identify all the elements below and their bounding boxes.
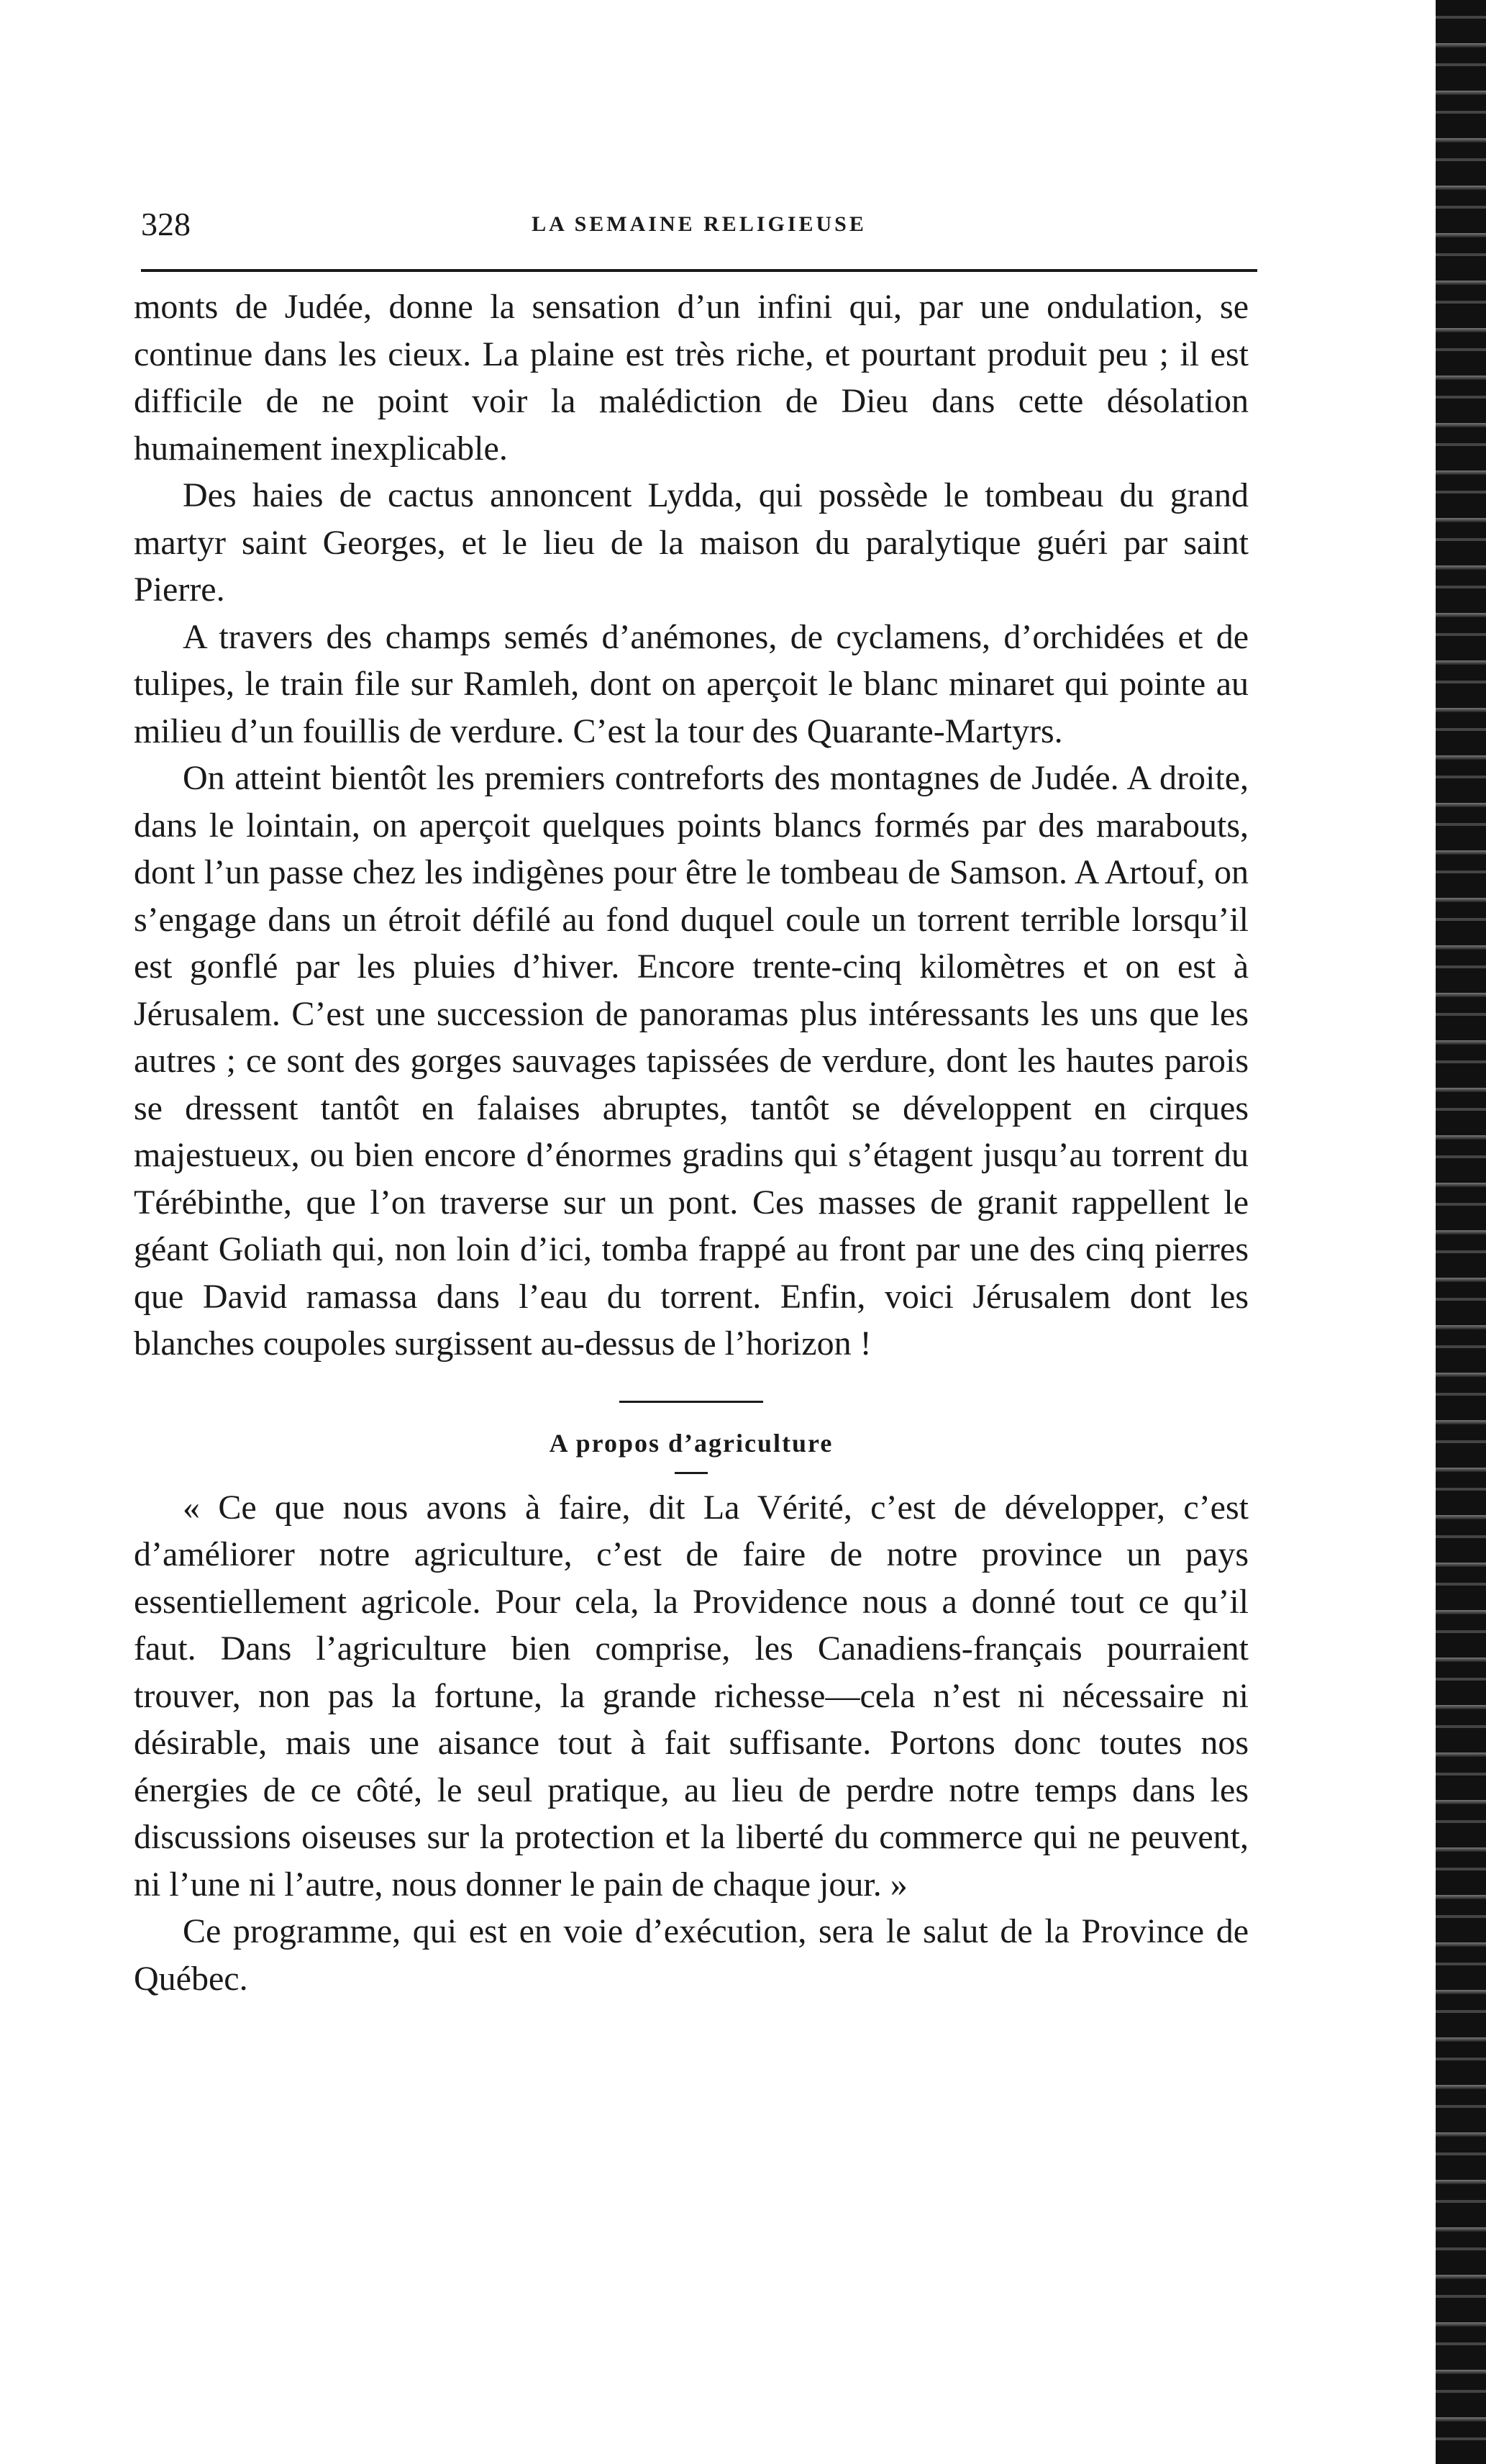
paragraph-continuation: monts de Judée, donne la sensation d’un infini qui, par une ondulation, se continue dans les cieux. La plaine est très riche, et pourtant produit peu ; il est difficile de ne point voir la malédiction de Dieu dans cette désolation humainement inexplicable. xyxy=(134,288,1249,468)
body-text xyxy=(134,283,1249,2002)
running-title: LA SEMAINE RELIGIEUSE xyxy=(532,212,867,236)
page-header xyxy=(141,203,1257,246)
paragraph-judee: On atteint bientôt les premiers contreforts des montagnes de Judée. A droite, dans le lointain, on aperçoit quelques points blancs formés par des marabouts, dont l’un passe chez les indigènes pour être le tombeau de Samson. A Artouf, on s’engage dans un étroit défilé au fond duquel coule un torrent terrible lorsqu’il est gonflé par les pluies d’hiver. Encore trente-cinq kilomètres et on est à Jérusalem. C’est une succession de panoramas plus intéressants les uns que les autres ; ce sont des gorges sauvages tapissées de verdure, dont les hautes parois se dressent tantôt en falaises abruptes, tantôt se développent en cirques majestueux, ou bien encore d’énormes gradins qui s’étagent jusqu’au torrent du Térébinthe, que l’on traverse sur un pont. Ces masses de granit rappellent le géant Goliath qui, non loin d’ici, tomba frappé au front par une des cinq pierres que David ramassa dans l’eau du torrent. Enfin, voici Jérusalem dont les blanches coupoles surgissent au-dessus de l’horizon ! xyxy=(134,759,1249,1363)
paragraph-ramleh: A travers des champs semés d’anémones, de cyclamens, d’orchidées et de tulipes, le train file sur Ramleh, dont on aperçoit le blanc minaret qui pointe au milieu d’un fouillis de verdure. C’est la tour des Quarante-Martyrs. xyxy=(134,617,1249,750)
paragraph-quote: « Ce que nous avons à faire, dit La Vérité, c’est de développer, c’est d’améliorer notre agriculture, c’est de faire de notre province un pays essentiellement agricole. Pour cela, la Providence nous a donné tout ce qu’il faut. Dans l’agriculture bien comprise, les Canadiens-français pourraient trouver, non pas la fortune, la grande richesse—cela n’est ni nécessaire ni désirable, mais une aisance tout à fait suffisante. Portons donc toutes nos énergies de ce côté, le seul pratique, au lieu de perdre notre temps dans les discussions oiseuses sur la protection et la liberté du commerce qui ne peuvent, ni l’une ni l’autre, nous donner le pain de chaque jour. » xyxy=(134,1488,1249,1904)
section-content xyxy=(134,1484,1249,2003)
section-title: A propos d’agriculture xyxy=(549,1428,834,1458)
page-number: 328 xyxy=(141,206,191,242)
header-rule xyxy=(141,269,1257,272)
scan-edge-shadow xyxy=(1436,0,1486,2464)
section-divider xyxy=(619,1401,763,1403)
paragraph-lydda: Des haies de cactus annoncent Lydda, qui possède le tombeau du grand martyr saint Georges, et le lieu de la maison du paralytique guéri par saint Pierre. xyxy=(134,476,1249,609)
paragraph-programme: Ce programme, qui est en voie d’exécution, sera le salut de la Province de Québec. xyxy=(134,1912,1249,1998)
section-title-dash xyxy=(675,1472,708,1474)
